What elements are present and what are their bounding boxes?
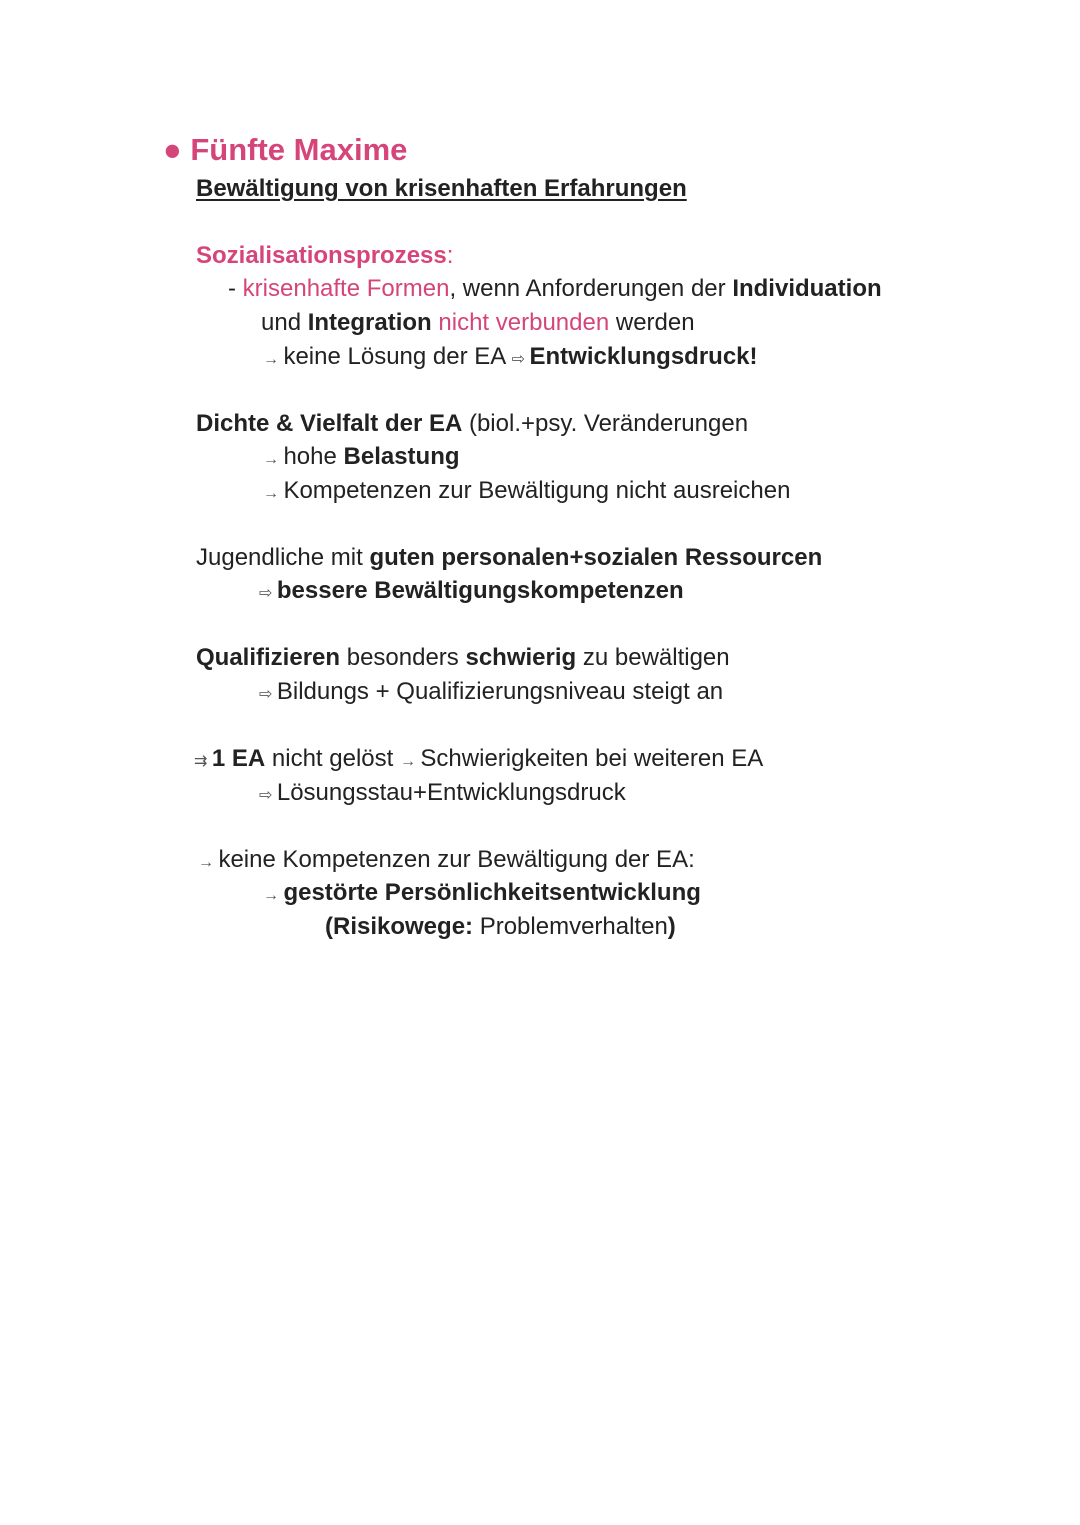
- text-segment: Jugendliche mit: [196, 544, 370, 571]
- text-segment: ●: [163, 132, 191, 167]
- text-segment: Belastung: [343, 443, 460, 470]
- text-segment: zu bewältigen: [576, 644, 730, 671]
- text-segment: Problemverhalten: [473, 913, 668, 940]
- text-segment: werden: [609, 309, 695, 336]
- text-segment: besonders: [340, 644, 466, 671]
- text-segment: Dichte & Vielfalt der EA: [196, 410, 463, 437]
- arrow-kompetenzen: [263, 477, 790, 508]
- text-segment: (Risikowege:: [325, 913, 474, 940]
- arrow-icon: →: [263, 451, 284, 468]
- arrow-icon: ⇨: [259, 585, 277, 602]
- qualifizieren: [196, 644, 730, 672]
- arrow-icon: ⇨: [259, 787, 277, 804]
- text-segment: krisenhafte Formen: [242, 275, 450, 302]
- text-segment: 1 EA: [211, 745, 266, 772]
- jugendliche-ressourcen: [196, 544, 822, 572]
- text-segment: keine Kompetenzen zur Bewältigung der EA:: [218, 846, 695, 873]
- arrow-icon: ⇨: [259, 686, 277, 703]
- subheading: [196, 175, 687, 203]
- text-segment: Entwicklungsdruck!: [529, 343, 758, 370]
- bullet-continuation: [261, 309, 695, 337]
- text-segment: Sozialisationsprozess: [196, 242, 447, 269]
- text-segment: ): [667, 913, 676, 940]
- text-segment: nicht verbunden: [431, 309, 610, 336]
- heading-fuenfte-maxime: [163, 132, 407, 168]
- loesungsstau: [259, 779, 626, 810]
- text-segment: bessere Bewältigungskompetenzen: [276, 577, 684, 604]
- bullet-krisenhafte-formen: [228, 275, 882, 303]
- text-segment: Schwierigkeiten bei weiteren EA: [420, 745, 764, 772]
- text-segment: :: [446, 242, 454, 269]
- arrow-icon: →: [263, 485, 284, 502]
- bessere-kompetenzen: [259, 577, 684, 608]
- text-segment: und: [261, 309, 308, 336]
- arrow-icon: →: [198, 854, 219, 871]
- text-segment: (biol.+psy. Veränderungen: [462, 410, 749, 437]
- text-segment: Qualifizieren: [196, 644, 341, 671]
- arrow-icon: →: [263, 351, 284, 368]
- text-segment: Integration: [307, 309, 432, 336]
- text-segment: Kompetenzen zur Bewältigung nicht ausreichen: [283, 477, 791, 504]
- text-segment: -: [228, 275, 243, 302]
- bildungsniveau: [259, 678, 723, 709]
- text-segment: nicht gelöst: [265, 745, 400, 772]
- dichte-vielfalt: [196, 410, 748, 438]
- ea-nicht-geloest: [194, 745, 763, 776]
- keine-kompetenzen: [198, 846, 695, 877]
- text-segment: gestörte Persönlichkeitsentwicklung: [283, 879, 701, 906]
- text-segment: schwierig: [465, 644, 577, 671]
- text-segment: Bewältigung von krisenhaften Erfahrungen: [196, 175, 687, 202]
- text-segment: , wenn Anforderungen der: [449, 275, 733, 302]
- risikowege: [325, 913, 676, 941]
- text-segment: hohe: [283, 443, 344, 470]
- text-segment: guten personalen+sozialen Ressourcen: [369, 544, 823, 571]
- arrow-icon: →: [399, 753, 421, 770]
- text-segment: Lösungsstau+Entwicklungsdruck: [276, 779, 626, 806]
- arrow-hohe-belastung: [263, 443, 460, 474]
- gestoerte-entwicklung: [263, 879, 701, 910]
- arrow-line-keine-loesung: [263, 343, 758, 374]
- text-segment: Fünfte Maxime: [190, 132, 408, 167]
- text-segment: Bildungs + Qualifizierungsniveau steigt an: [276, 678, 724, 705]
- arrow-icon: ⇨: [511, 351, 530, 368]
- arrow-icon: →: [263, 887, 284, 904]
- text-segment: Individuation: [732, 275, 882, 302]
- sozialisationsprozess-label: [196, 242, 453, 270]
- text-segment: keine Lösung der EA: [283, 343, 512, 370]
- arrow-icon: ⇉: [194, 753, 212, 770]
